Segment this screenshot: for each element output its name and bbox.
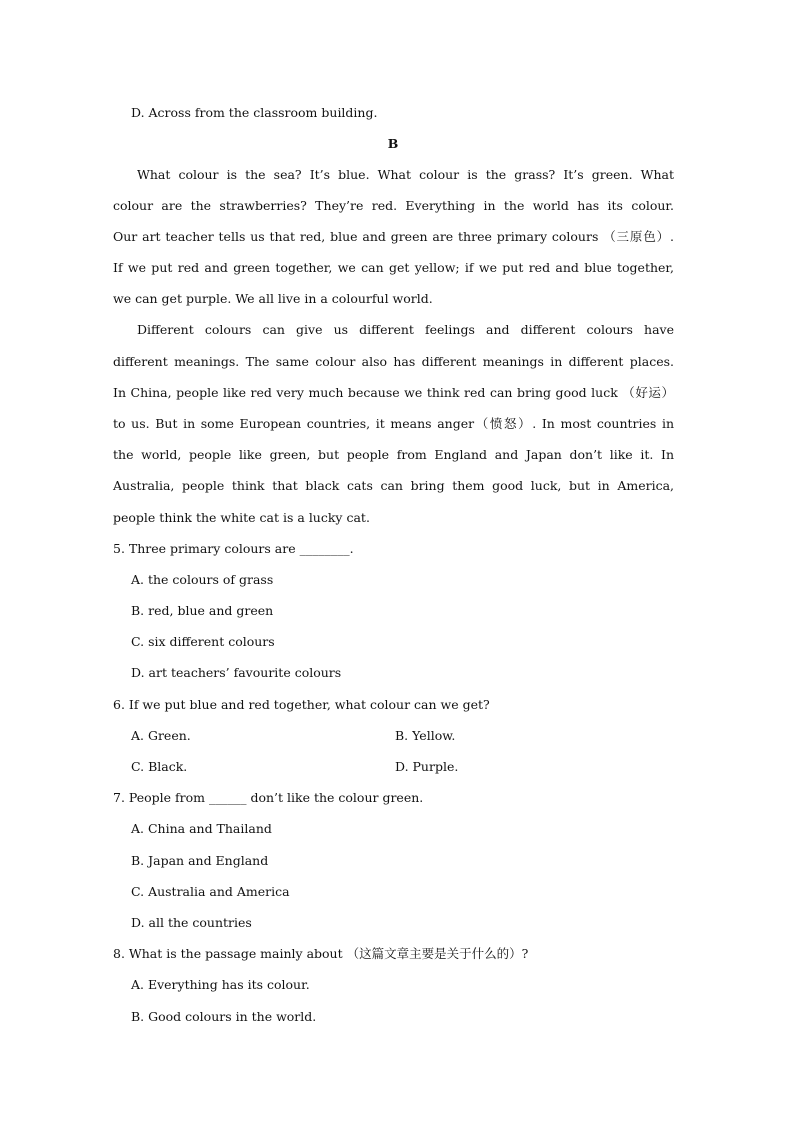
section-heading: B [387,136,399,151]
passage-line: Australia, people think that black cats can bring them good luck, but in America, [113,478,674,493]
answer-option: A. China and Thailand [131,821,272,836]
answer-option: B. red, blue and green [131,603,274,618]
passage-line: colour are the strawberries? They’re red. Everything in the world has its colour. [113,198,674,213]
question-stem: 5. Three primary colours are ________. [113,541,354,556]
answer-option: A. Everything has its colour. [131,977,310,992]
question-stem: 6. If we put blue and red together, what colour can we get? [113,697,490,712]
passage-line: In China, people like red very much because we think red can bring good luck （好运） [113,385,674,400]
passage-line: If we put red and green together, we can get yellow; if we put red and blue together, [113,260,674,275]
answer-option: C. six different colours [131,634,275,649]
answer-option: D. Purple. [395,759,459,774]
passage-line: to us. But in some European countries, it means anger（愤怒）. In most countries in [113,416,674,431]
answer-option: A. the colours of grass [131,572,274,587]
passage-line: different meanings. The same colour also has different meanings in different places. [113,354,674,369]
previous-question-option-d: D. Across from the classroom building. [131,105,378,120]
passage-line: Our art teacher tells us that red, blue and green are three primary colours （三原色）. [113,229,674,244]
answer-option: D. all the countries [131,915,252,930]
answer-option: B. Good colours in the world. [131,1009,317,1024]
answer-option: A. Green. [131,728,191,743]
passage-line: What colour is the sea? It’s blue. What colour is the grass? It’s green. What [137,167,674,182]
answer-option: C. Black. [131,759,188,774]
answer-option: B. Yellow. [395,728,456,743]
question-stem: 7. People from ______ don’t like the colour green. [113,790,424,805]
passage-line: we can get purple. We all live in a colourful world. [113,291,433,306]
answer-option: D. art teachers’ favourite colours [131,665,342,680]
passage-line: Different colours can give us different feelings and different colours have [137,322,674,337]
question-stem: 8. What is the passage mainly about （这篇文章主要是关于什么的）? [113,946,529,961]
answer-option: C. Australia and America [131,884,290,899]
passage-line: the world, people like green, but people from England and Japan don’t like it. In [113,447,674,462]
answer-option: B. Japan and England [131,853,269,868]
passage-line: people think the white cat is a lucky cat. [113,510,370,525]
